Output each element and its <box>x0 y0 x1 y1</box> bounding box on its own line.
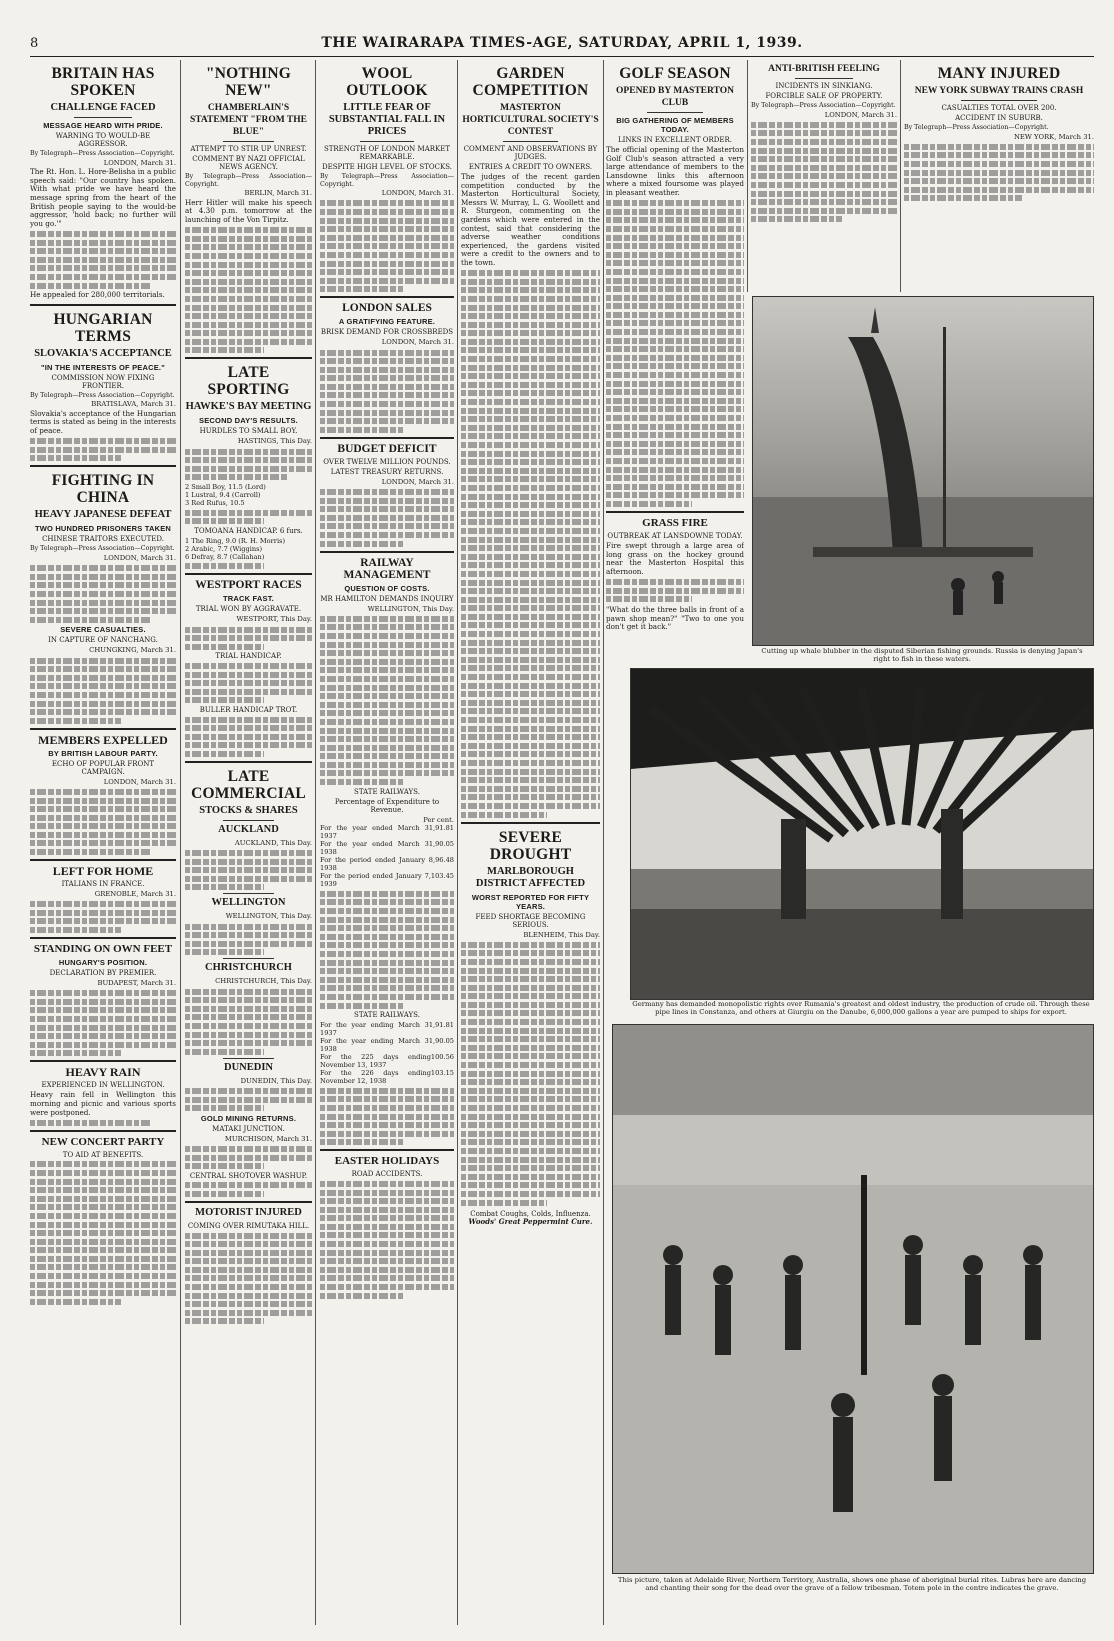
photo-aboriginal-ceremony <box>612 1024 1094 1574</box>
subheadline: BRISK DEMAND FOR CROSSBREDS <box>320 328 454 337</box>
headline: BRITAIN HAS SPOKEN <box>51 65 155 99</box>
subheadline: HAWKE'S BAY MEETING <box>185 401 312 413</box>
subheadline: STRENGTH OF LONDON MARKET REMARKABLE. <box>323 145 451 161</box>
article-text: Fire swept through a large area of long grass on the hockey ground near the Masterton Hospital this afternoon. <box>606 540 744 576</box>
table-row: For the year ended March 31, 1938 90.05 <box>320 840 454 857</box>
result-line: 1 The Ring, 9.0 (R. H. Morris) <box>185 536 286 545</box>
table-row: For the year ended March 31, 1937 91.81 <box>320 824 454 841</box>
subheadline: ITALIANS IN FRANCE. <box>61 880 145 889</box>
headline: LATE SPORTING <box>207 364 290 399</box>
dateline: LONDON, March 31. <box>381 477 454 486</box>
subheadline: CHAMBERLAIN'S STATEMENT "FROM THE BLUE" <box>189 103 307 137</box>
advertisement <box>461 1210 600 1227</box>
photo-caption: This picture, taken at Adelaide River, Northern Territory, Australia, shows one phase of aboriginal burial rites. Lubras here are dancing and chanting their song for the dead over the grave of a fellow tribesman. Totem pole in the centre indicates the grave. <box>617 1576 1087 1592</box>
race-results <box>185 537 312 561</box>
subheadline: MESSAGE HEARD WITH PRIDE. <box>43 121 163 130</box>
headline: ANTI-BRITISH FEELING <box>768 64 880 74</box>
section-heading: CHRISTCHURCH <box>205 962 292 974</box>
headline: STANDING ON OWN FEET <box>33 943 173 956</box>
dateline: WELLINGTON, This Day. <box>225 912 312 921</box>
article-text: The Rt. Hon. L. Hore-Belisha in a public speech said: "Our country has spoken. With what pride we have heard the message spring from the heart of the British people saying to the would-be aggressor, 'hold back; no further will you go.'" <box>30 167 176 228</box>
article-text: The official opening of the Masterton Golf Club's season attracted a very large attendance of members to the Lansdowne links this afternoon where a mixed foursome was played in pleasant weather. <box>606 145 744 197</box>
headline: GRASS FIRE <box>642 516 708 529</box>
headline: MEMBERS EXPELLED <box>38 732 168 747</box>
headline: WESTPORT RACES <box>195 579 302 592</box>
headline: HUNGARIAN TERMS <box>53 310 153 345</box>
subheadline: LITTLE FEAR OF SUBSTANTIAL FALL IN PRICES <box>328 102 446 137</box>
subheadline: LATEST TREASURY RETURNS. <box>330 467 444 476</box>
article-text: Heavy rain fell in Wellington this morning and picnic and various sports were postponed. <box>30 1090 176 1117</box>
subheadline: OUTBREAK AT LANSDOWNE TODAY. <box>607 531 743 540</box>
subheadline: BIG GATHERING OF MEMBERS TODAY. <box>616 116 734 134</box>
headline: NEW CONCERT PARTY <box>41 1135 165 1148</box>
dateline: AUCKLAND, This Day. <box>234 838 312 847</box>
column-7 <box>904 60 1094 292</box>
subheadline: OPENED BY MASTERTON CLUB <box>616 86 734 108</box>
subheadline: DESPITE HIGH LEVEL OF STOCKS. <box>322 163 452 171</box>
subheadline: ATTEMPT TO STIR UP UNREST. <box>190 145 307 153</box>
subheadline: WARNING TO WOULD-BE AGGRESSOR. <box>55 132 151 148</box>
joke-text: "What do the three balls in front of a pawn shop mean?" "Two to one you don't get it back." <box>606 605 744 632</box>
headline: LONDON SALES <box>342 302 432 315</box>
dateline: GRENOBLE, March 31. <box>94 890 176 899</box>
table-unit: Per cent. <box>423 815 454 824</box>
subheadline: CENTRAL SHOTOVER WASHUP. <box>189 1171 308 1180</box>
table-row: For the year ending March 31, 1938 90.05 <box>320 1037 454 1054</box>
table-row: For the period ended January 7, 1939 103.45 <box>320 872 454 889</box>
ad-line: Woods' Great Peppermint Cure. <box>468 1217 593 1227</box>
headline: WOOL OUTLOOK <box>346 65 428 99</box>
table-title: STATE RAILWAYS. <box>354 1011 420 1020</box>
headline: LEFT FOR HOME <box>52 864 154 879</box>
subheadline: FORCIBLE SALE OF PROPERTY. <box>765 92 883 100</box>
wire-credit: By Telegraph—Press Association—Copyright. <box>320 173 454 188</box>
subheadline: ACCIDENT IN SUBURB. <box>955 114 1043 122</box>
article-text: Slovakia's acceptance of the Hungarian terms is stated as being in the interests of peace. <box>30 408 176 436</box>
dateline: BUDAPEST, March 31. <box>97 979 176 988</box>
subheadline: LINKS IN EXCELLENT ORDER. <box>618 136 732 144</box>
dateline: BLENHEIM, This Day. <box>523 930 600 939</box>
railway-table-1 <box>320 824 454 888</box>
subheadline: OVER TWELVE MILLION POUNDS. <box>323 457 451 466</box>
wire-credit: By Telegraph—Press Association—Copyright. <box>185 173 312 188</box>
dateline: LONDON, March 31. <box>103 777 176 786</box>
dateline: CHRISTCHURCH, This Day. <box>215 977 312 986</box>
result-line: 1 Lustral, 9.4 (Carroll) <box>185 491 261 500</box>
subheadline: IN CAPTURE OF NANCHANG. <box>48 636 158 645</box>
dateline: LONDON, March 31. <box>381 189 454 198</box>
dateline: LONDON, March 31. <box>381 338 454 347</box>
subheadline: MR HAMILTON DEMANDS INQUIRY <box>320 594 454 603</box>
subheadline: MATAKI JUNCTION. <box>212 1124 285 1133</box>
subheadline: HURDLES TO SMALL BOY. <box>199 427 298 436</box>
photo-oil-pipes <box>630 668 1094 1000</box>
dateline: WELLINGTON, This Day. <box>367 604 454 613</box>
dateline: CHUNGKING, March 31. <box>89 646 176 655</box>
table-row: For the 225 days ending November 13, 1937 100.56 <box>320 1053 454 1070</box>
column-2 <box>185 60 312 1625</box>
headline: GARDEN COMPETITION <box>472 65 589 99</box>
subheadline: SECOND DAY'S RESULTS. <box>199 416 298 426</box>
whale-photo-drawing <box>753 297 1093 645</box>
subheadline: MARLBOROUGH DISTRICT AFFECTED <box>475 865 586 889</box>
dateline: MURCHISON, March 31. <box>224 1134 312 1143</box>
article-text: Herr Hitler will make his speech at 4.30 p.m. tomorrow at the launching of the Von Tirpitz. <box>185 197 312 224</box>
table-row: For the 226 days ending November 12, 1938 103.15 <box>320 1069 454 1086</box>
headline: HEAVY RAIN <box>65 1065 141 1080</box>
table-subtitle: Percentage of Expenditure to Revenue. <box>334 797 440 814</box>
subheadline: ROAD ACCIDENTS. <box>351 1170 423 1179</box>
dateline: LONDON, March 31. <box>824 110 897 119</box>
subheadline: COMMENT AND OBSERVATIONS BY JUDGES. <box>463 145 598 161</box>
headline: EASTER HOLIDAYS <box>334 1155 440 1168</box>
column-5 <box>606 60 744 632</box>
wire-credit: By Telegraph—Press Association—Copyright. <box>751 102 896 109</box>
column-3 <box>320 60 454 1625</box>
headline: MOTORIST INJURED <box>195 1206 302 1218</box>
dateline: BERLIN, March 31. <box>244 189 312 198</box>
subheadline: COMMENT BY NAZI OFFICIAL NEWS AGENCY. <box>192 155 305 171</box>
ad-line: Combat Coughs, Colds, Influenza. <box>470 1209 591 1218</box>
newspaper-title: THE WAIRARAPA TIMES-AGE, SATURDAY, APRIL 1, 1939. <box>321 35 803 51</box>
subheadline: TOMOANA HANDICAP. 6 furs. <box>194 526 303 535</box>
headline: FIGHTING IN CHINA <box>51 472 155 507</box>
photo-caption: Cutting up whale blubber in the disputed Siberian fishing grounds. Russia is denying Japan's right to fish in these waters. <box>761 647 1083 663</box>
result-line: 2 Small Boy, 11.5 (Lord) <box>185 483 266 492</box>
subheadline: TRIAL HANDICAP. <box>215 652 282 661</box>
subheadline: COMMISSION NOW FIXING FRONTIER. <box>51 373 155 390</box>
section-heading: DUNEDIN <box>223 1061 273 1073</box>
subheadline: INCIDENTS IN SINKIANG. <box>775 82 873 90</box>
dateline: DUNEDIN, This Day. <box>240 1076 312 1085</box>
wire-credit: By Telegraph—Press Association—Copyright. <box>30 150 175 157</box>
wire-credit: By Telegraph—Press Association—Copyright. <box>904 124 1049 131</box>
wire-credit: By Telegraph—Press Association—Copyright. <box>30 545 175 553</box>
subheadline: CHALLENGE FACED <box>50 102 156 113</box>
dateline: LONDON, March 31. <box>103 158 176 167</box>
subheadline: WORST REPORTED FOR FIFTY YEARS. <box>471 892 590 911</box>
subheadline: FEED SHORTAGE BECOMING SERIOUS. <box>475 912 586 929</box>
subheadline: BY BRITISH LABOUR PARTY. <box>48 748 158 758</box>
subheadline: TRIAL WON BY AGGRAVATE. <box>195 605 302 614</box>
subheadline: HEAVY JAPANESE DEFEAT <box>34 509 172 521</box>
headline: LATE COMMERCIAL <box>191 767 306 802</box>
section-heading: WELLINGTON <box>211 897 286 909</box>
result-line: 3 Red Rufus, 10.5 <box>185 499 245 508</box>
subheadline: DECLARATION BY PREMIER. <box>49 969 157 978</box>
headline: MANY INJURED <box>937 65 1061 82</box>
column-4 <box>461 60 600 1625</box>
result-line: 6 Defray, 8.7 (Callahan) <box>185 552 265 561</box>
headline: "NOTHING NEW" <box>205 65 292 99</box>
subheadline: TWO HUNDRED PRISONERS TAKEN <box>34 524 172 534</box>
subheadline: QUESTION OF COSTS. <box>344 583 430 593</box>
dateline: LONDON, March 31. <box>103 554 176 563</box>
subheadline: GOLD MINING RETURNS. <box>200 1113 297 1123</box>
subheadline: NEW YORK SUBWAY TRAINS CRASH <box>914 86 1084 96</box>
subheadline: SEVERE CASUALTIES. <box>60 625 146 635</box>
ceremony-photo-drawing <box>613 1025 1093 1573</box>
subheadline: COMING OVER RIMUTAKA HILL. <box>187 1221 310 1230</box>
dateline: NEW YORK, March 31. <box>1013 132 1094 141</box>
article-text: He appealed for 280,000 territorials. <box>30 290 165 300</box>
subheadline: A GRATIFYING FEATURE. <box>338 317 436 327</box>
subheadline: TRACK FAST. <box>223 594 274 604</box>
photo-caption: Germany has demanded monopolistic rights over Rumania's greatest and oldest industry, the production of crude oil. Through these pipe lines in Constanza, and others at Giurgiu on the Danube, 6,000,000 gallons a year are pumped to ships for export. <box>632 1000 1090 1016</box>
subheadline: STOCKS & SHARES <box>199 804 298 816</box>
subheadline: TO AID AT BENEFITS. <box>62 1150 144 1159</box>
article-text: The judges of the recent garden competition conducted by the Masterton Horticultural Society, Messrs W. Murray, L. G. Woollett and R. Sturgeon, commenting on the gardens which were entered in the contest, said that considering the adverse weather conditions experienced, the gardens visited were a credit to the owners and to the town. <box>461 172 600 267</box>
dateline: WESTPORT, This Day. <box>236 615 312 624</box>
headline: GOLF SEASON <box>619 65 731 82</box>
subheadline: "IN THE INTERESTS OF PEACE." <box>41 362 165 372</box>
subheadline: ENTRIES A CREDIT TO OWNERS. <box>468 163 593 171</box>
column-1 <box>30 60 176 1625</box>
subheadline: BULLER HANDICAP TROT. <box>199 705 298 714</box>
headline: BUDGET DEFICIT <box>337 442 437 455</box>
headline: SEVERE DROUGHT <box>489 828 572 863</box>
dateline: HASTINGS, This Day. <box>237 437 312 446</box>
dateline: BRATISLAVA, March 31. <box>91 400 176 409</box>
table-title: STATE RAILWAYS. <box>354 787 420 796</box>
pipes-photo-drawing <box>631 669 1093 999</box>
subheadline: HUNGARY'S POSITION. <box>58 958 148 968</box>
table-row: For the year ending March 31, 1937 91.81 <box>320 1021 454 1038</box>
race-results <box>185 483 312 507</box>
page-number: 8 <box>30 35 39 51</box>
result-line: 2 Arabic, 7.7 (Wiggins) <box>185 544 263 553</box>
section-heading: AUCKLAND <box>218 823 279 835</box>
subheadline: ECHO OF POPULAR FRONT CAMPAIGN. <box>51 759 155 776</box>
photo-whale-blubber <box>752 296 1094 646</box>
subheadline: CASUALTIES TOTAL OVER 200. <box>941 104 1057 112</box>
masthead <box>30 30 1094 57</box>
wire-credit: By Telegraph—Press Association—Copyright. <box>30 391 175 399</box>
subheadline: CHINESE TRAITORS EXECUTED. <box>42 535 164 544</box>
railway-table-2 <box>320 1021 454 1085</box>
subheadline: MASTERTON HORTICULTURAL SOCIETY'S CONTEST <box>462 103 599 137</box>
table-row: For the period ended January 8, 1938 96.48 <box>320 856 454 873</box>
subheadline: SLOVAKIA'S ACCEPTANCE <box>34 347 172 359</box>
headline: RAILWAY MANAGEMENT <box>343 556 431 581</box>
column-6 <box>751 60 897 292</box>
subheadline: EXPERIENCED IN WELLINGTON. <box>41 1081 165 1090</box>
